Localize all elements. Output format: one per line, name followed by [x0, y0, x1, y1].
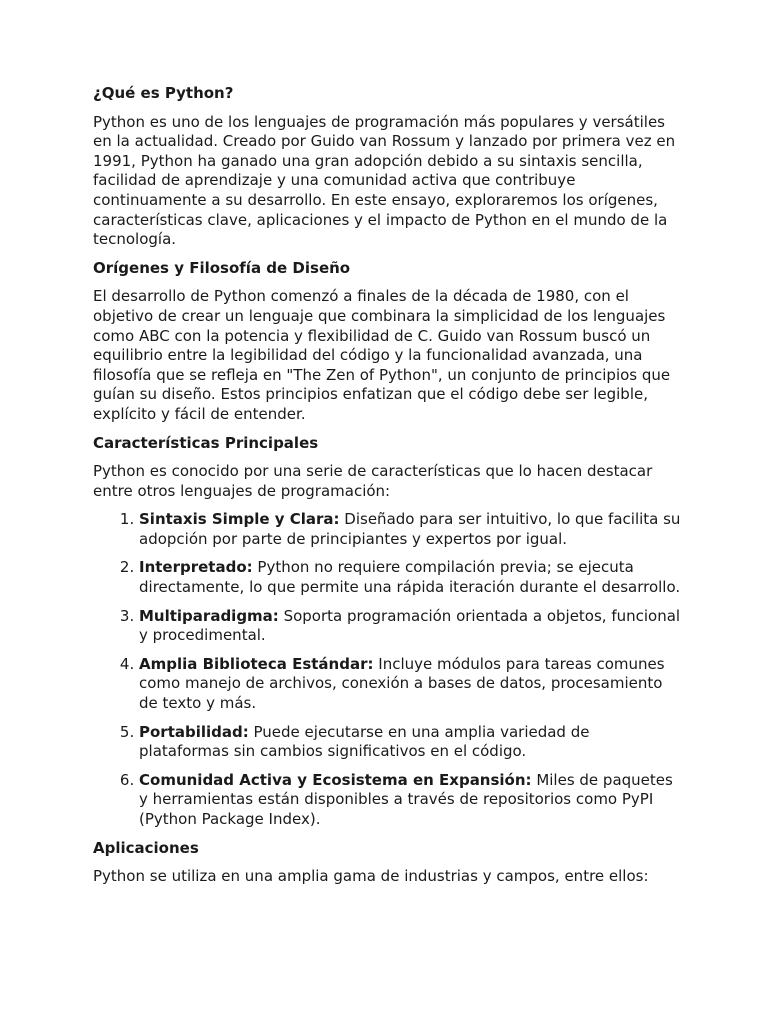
heading-features: Características Principales: [93, 433, 319, 452]
list-item: [139, 607, 683, 646]
feature-term: Interpretado:: [139, 558, 253, 577]
feature-desc: Puede ejecutarse en una amplia variedad de plataformas sin cambios significativos en el código.: [139, 722, 590, 761]
list-item: [139, 510, 683, 549]
feature-term: Portabilidad:: [139, 722, 249, 741]
document-page: [93, 84, 683, 896]
list-item: [139, 723, 683, 762]
paragraph-origins: El desarrollo de Python comenzó a finales de la década de 1980, con el objetivo de crear un lenguaje que combinara la simplicidad de los lenguajes como ABC con la potencia y flexibilidad de C. Guido van Rossum buscó un equilibrio entre la legibilidad del código y la funcionalidad avanzada, una filosofía que se refleja en "The Zen of Python", un conjunto de principios que guían su diseño. Estos principios enfatizan que el código debe ser legible, explícito y fácil de entender.: [93, 287, 671, 423]
feature-term: Multiparadigma:: [139, 606, 279, 625]
paragraph-features: Python es conocido por una serie de características que lo hacen destacar entre otros lenguajes de programación:: [93, 462, 653, 500]
feature-desc: Python no requiere compilación previa; se ejecuta directamente, lo que permite una rápida iteración durante el desarrollo.: [139, 558, 681, 597]
feature-desc: Soporta programación orientada a objetos, funcional y procedimental.: [139, 606, 681, 645]
list-item: [139, 558, 683, 597]
feature-term: Amplia Biblioteca Estándar:: [139, 654, 374, 673]
feature-term: Sintaxis Simple y Clara:: [139, 510, 340, 529]
paragraph-applications: Python se utiliza en una amplia gama de industrias y campos, entre ellos:: [93, 867, 649, 886]
feature-desc: Diseñado para ser intuitivo, lo que facilita su adopción por parte de principiantes y expertos por igual.: [139, 510, 681, 548]
feature-desc: Incluye módulos para tareas comunes como manejo de archivos, conexión a bases de datos, procesamiento de texto y más.: [139, 654, 665, 713]
list-item: [139, 655, 683, 714]
feature-term: Comunidad Activa y Ecosistema en Expansión:: [139, 770, 532, 789]
features-list: [93, 510, 683, 829]
feature-desc: Miles de paquetes y herramientas están disponibles a través de repositorios como PyPI (Python Package Index).: [139, 770, 673, 828]
heading-origins: Orígenes y Filosofía de Diseño: [93, 258, 351, 277]
list-item: [139, 771, 683, 830]
paragraph-intro: Python es uno de los lenguajes de programación más populares y versátiles en la actualidad. Creado por Guido van Rossum y lanzado por primera vez en 1991, Python ha ganado una gran adopción debido a su sintaxis sencilla, facilidad de aprendizaje y una comunidad activa que contribuye continuamente a su desarrollo. En este ensayo, exploraremos los orígenes, características clave, aplicaciones y el impacto de Python en el mundo de la tecnología.: [93, 112, 676, 249]
heading-intro: ¿Qué es Python?: [93, 84, 234, 102]
heading-applications: Aplicaciones: [93, 838, 199, 857]
